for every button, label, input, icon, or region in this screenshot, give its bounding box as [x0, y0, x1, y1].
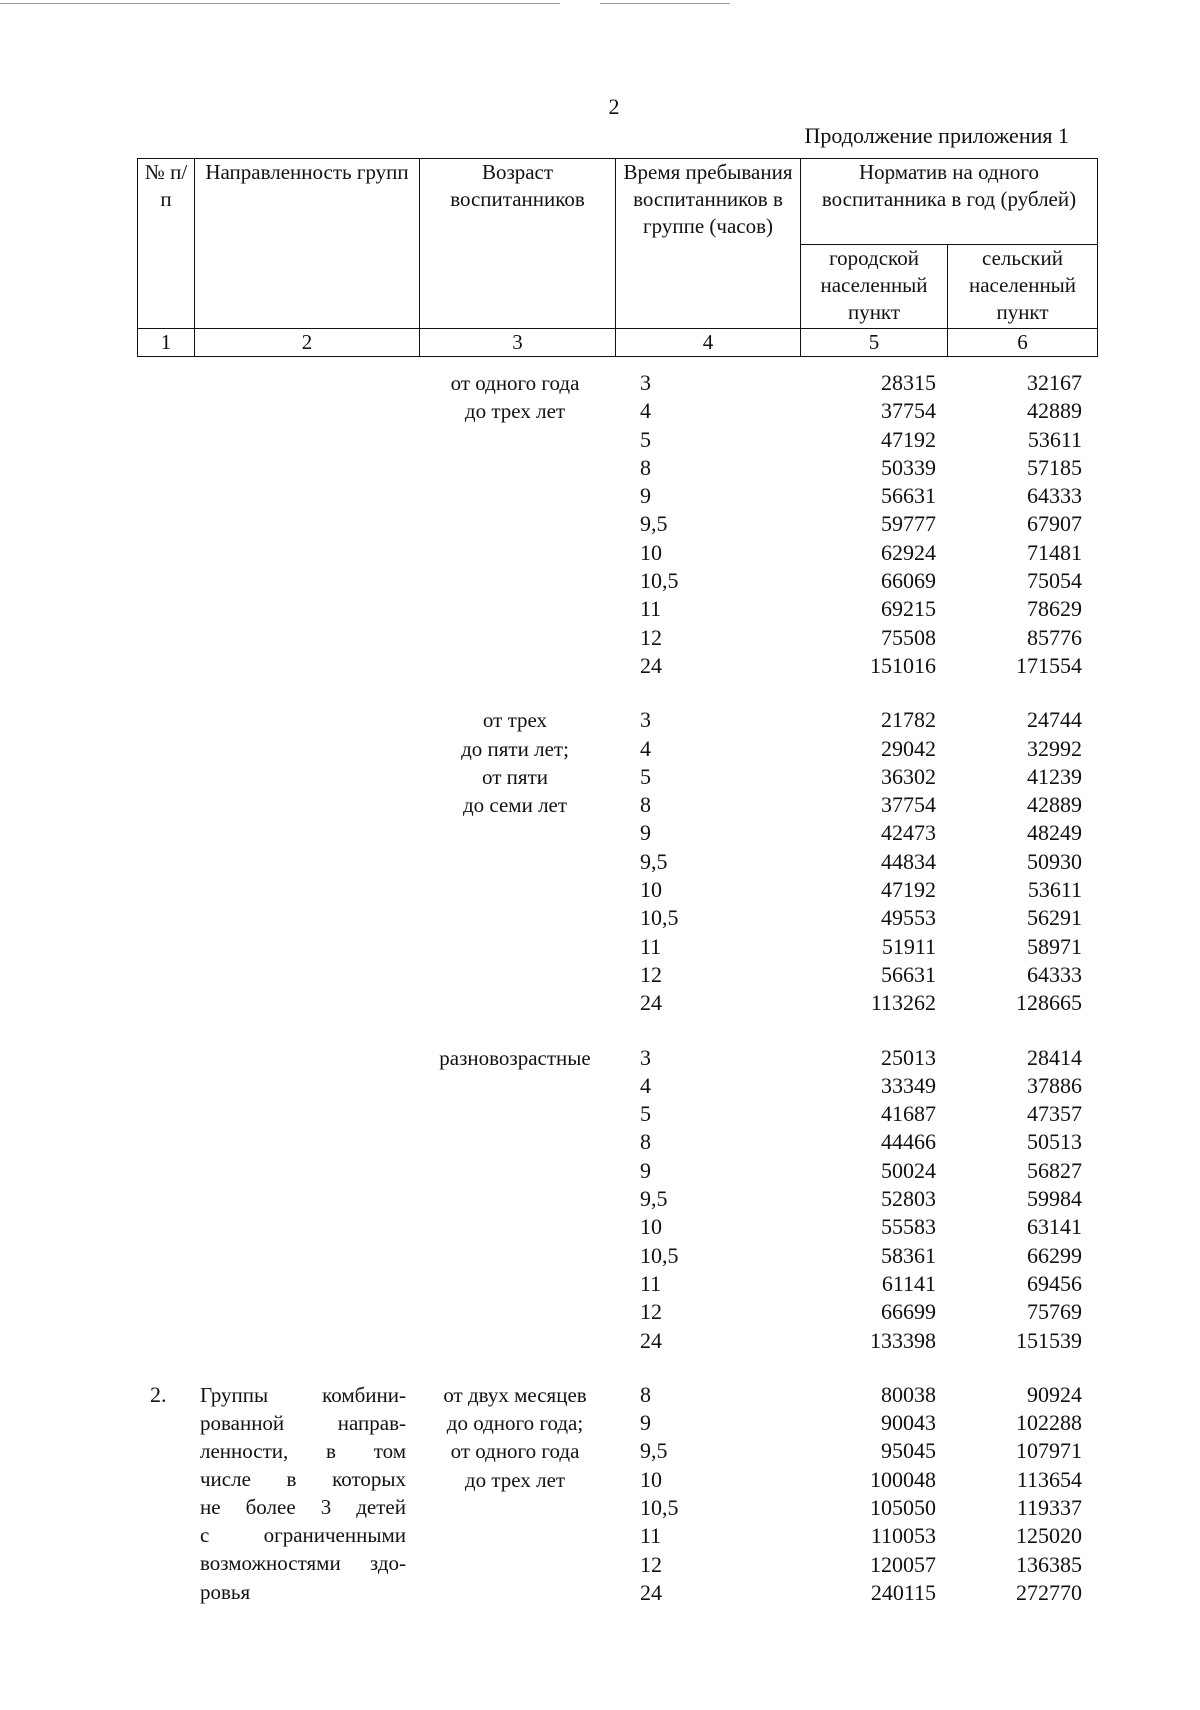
- urban-cell: 80038: [881, 1381, 936, 1407]
- urban-cell: 29042: [881, 735, 936, 761]
- urban-cell: 59777: [881, 511, 936, 537]
- urban-cell: 151016: [870, 652, 936, 678]
- hours-cell: 5: [640, 1101, 651, 1127]
- table-row: [0, 848, 1200, 876]
- table-row: [0, 652, 1200, 680]
- table-row: [0, 819, 1200, 847]
- table-row: [0, 1213, 1200, 1241]
- hours-cell: 8: [640, 792, 651, 818]
- hours-cell: 5: [640, 763, 651, 789]
- hours-cell: 10: [640, 877, 662, 903]
- rural-cell: 59984: [1027, 1186, 1082, 1212]
- table-block: [0, 1044, 1200, 1355]
- hours-cell: 9: [640, 820, 651, 846]
- urban-cell: 55583: [881, 1214, 936, 1240]
- hours-cell: 10,5: [640, 1242, 679, 1268]
- age-line: до пяти лет;: [461, 736, 569, 761]
- urban-cell: 42473: [881, 820, 936, 846]
- table-block: [0, 1381, 1200, 1607]
- age-line: от двух месяцев: [443, 1382, 587, 1407]
- hours-cell: 12: [640, 961, 662, 987]
- age-line: от трех: [482, 708, 548, 733]
- urban-cell: 44834: [881, 848, 936, 874]
- urban-cell: 240115: [870, 1579, 936, 1605]
- age-line: от пяти: [482, 764, 548, 789]
- rural-cell: 32992: [1027, 735, 1082, 761]
- header-no: № п/п: [138, 159, 195, 329]
- table-row: [0, 989, 1200, 1017]
- row-number: 2.: [150, 1381, 167, 1407]
- table-row: [0, 1128, 1200, 1156]
- rural-cell: 66299: [1027, 1242, 1082, 1268]
- table-row: [0, 1298, 1200, 1326]
- direction-line: рованной направ-: [200, 1410, 406, 1435]
- urban-cell: 37754: [881, 398, 936, 424]
- rural-cell: 85776: [1027, 624, 1082, 650]
- hours-cell: 3: [640, 370, 651, 395]
- hours-cell: 11: [640, 1523, 662, 1549]
- table-row: [0, 1242, 1200, 1270]
- hours-cell: 10,5: [640, 568, 679, 594]
- table-header: [137, 158, 1098, 357]
- urban-cell: 110053: [870, 1523, 936, 1549]
- table-row: [0, 1327, 1200, 1355]
- urban-cell: 90043: [881, 1410, 936, 1436]
- rural-cell: 32167: [1027, 370, 1082, 395]
- age-line: разновозрастные: [439, 1045, 591, 1070]
- direction-line: ровья: [200, 1579, 251, 1604]
- urban-cell: 69215: [881, 596, 936, 622]
- header-urban: городской населенный пункт: [801, 245, 948, 329]
- urban-cell: 52803: [881, 1186, 936, 1212]
- table-row: [0, 624, 1200, 652]
- hours-cell: 10: [640, 539, 662, 565]
- rural-cell: 69456: [1027, 1270, 1082, 1296]
- direction-line: Группы комбини-: [200, 1382, 406, 1407]
- table-row: [0, 763, 1200, 791]
- rural-cell: 50513: [1027, 1129, 1082, 1155]
- rural-cell: 75769: [1027, 1299, 1082, 1325]
- rural-cell: 64333: [1027, 483, 1082, 509]
- table-row: [0, 1494, 1200, 1522]
- hours-cell: 8: [640, 1129, 651, 1155]
- age-line: до трех лет: [464, 1467, 566, 1492]
- hours-cell: 4: [640, 1072, 651, 1098]
- urban-cell: 50024: [881, 1157, 936, 1183]
- hours-cell: 12: [640, 1299, 662, 1325]
- rural-cell: 58971: [1027, 933, 1082, 959]
- urban-cell: 113262: [870, 990, 936, 1016]
- header-index-1: 1: [138, 329, 195, 357]
- hours-cell: 12: [640, 1551, 662, 1577]
- hours-cell: 9,5: [640, 848, 668, 874]
- hours-cell: 8: [640, 1381, 651, 1407]
- hours-cell: 24: [640, 1579, 662, 1605]
- table-row: [0, 933, 1200, 961]
- rural-cell: 128665: [1016, 990, 1082, 1016]
- urban-cell: 100048: [870, 1466, 936, 1492]
- table-row: [0, 961, 1200, 989]
- hours-cell: 10: [640, 1214, 662, 1240]
- urban-cell: 66069: [881, 568, 936, 594]
- header-age: Возраст воспитанников: [420, 159, 616, 329]
- hours-cell: 9: [640, 1410, 651, 1436]
- table-row: [0, 510, 1200, 538]
- urban-cell: 58361: [881, 1242, 936, 1268]
- header-time: Время пребывания воспитанников в группе (часов): [616, 159, 801, 329]
- hours-cell: 11: [640, 933, 662, 959]
- urban-cell: 21782: [881, 707, 936, 733]
- rural-cell: 102288: [1016, 1410, 1082, 1436]
- header-index-2: 2: [195, 329, 420, 357]
- urban-cell: 36302: [881, 763, 936, 789]
- urban-cell: 95045: [881, 1438, 936, 1464]
- age-line: от одного года: [450, 1439, 580, 1464]
- rural-cell: 48249: [1027, 820, 1082, 846]
- urban-cell: 56631: [881, 483, 936, 509]
- urban-cell: 50339: [881, 454, 936, 480]
- hours-cell: 4: [640, 735, 651, 761]
- rural-cell: 78629: [1027, 596, 1082, 622]
- urban-cell: 56631: [881, 961, 936, 987]
- header-index-6: 6: [948, 329, 1098, 357]
- table-row: [0, 567, 1200, 595]
- table-row: [0, 1579, 1200, 1607]
- table-row: [0, 1100, 1200, 1128]
- table-row: [0, 1409, 1200, 1437]
- hours-cell: 8: [640, 454, 651, 480]
- table-row: [0, 397, 1200, 425]
- table-row: [0, 876, 1200, 904]
- table-row: [0, 1072, 1200, 1100]
- header-direction: Направленность групп: [195, 159, 420, 329]
- header-index-4: 4: [616, 329, 801, 357]
- direction-line: не более 3 детей: [200, 1495, 406, 1520]
- header-rural: сельский населенный пункт: [948, 245, 1098, 329]
- table-row: [0, 482, 1200, 510]
- urban-cell: 41687: [881, 1101, 936, 1127]
- hours-cell: 10,5: [640, 905, 679, 931]
- header-norm: Норматив на одного воспитанника в год (рублей): [801, 159, 1098, 245]
- rural-cell: 37886: [1027, 1072, 1082, 1098]
- hours-cell: 5: [640, 426, 651, 452]
- table-row: [0, 1466, 1200, 1494]
- table-row: [0, 426, 1200, 454]
- rural-cell: 125020: [1016, 1523, 1082, 1549]
- urban-cell: 47192: [881, 426, 936, 452]
- rural-cell: 47357: [1027, 1101, 1082, 1127]
- table-row: [0, 1381, 1200, 1409]
- table-row: [0, 735, 1200, 763]
- urban-cell: 75508: [881, 624, 936, 650]
- continuation-label: Продолжение приложения 1: [804, 123, 1069, 148]
- direction-line: ленности, в том: [200, 1439, 406, 1464]
- rural-cell: 71481: [1027, 539, 1082, 565]
- urban-cell: 47192: [881, 877, 936, 903]
- age-line: до одного года;: [446, 1411, 584, 1436]
- hours-cell: 3: [640, 707, 651, 733]
- table-row: [0, 454, 1200, 482]
- hours-cell: 10,5: [640, 1495, 679, 1521]
- rural-cell: 57185: [1027, 454, 1082, 480]
- urban-cell: 25013: [881, 1044, 936, 1070]
- rural-cell: 119337: [1016, 1495, 1082, 1521]
- urban-cell: 61141: [881, 1270, 936, 1296]
- direction-line: числе в которых: [200, 1467, 406, 1492]
- rural-cell: 272770: [1016, 1579, 1082, 1605]
- rural-cell: 56291: [1027, 905, 1082, 931]
- table-row: [0, 539, 1200, 567]
- rural-cell: 90924: [1027, 1381, 1082, 1407]
- hours-cell: 9: [640, 483, 651, 509]
- direction-line: возможностями здо-: [200, 1551, 406, 1576]
- rural-cell: 171554: [1016, 652, 1082, 678]
- rural-cell: 64333: [1027, 961, 1082, 987]
- rural-cell: 28414: [1027, 1044, 1082, 1070]
- hours-cell: 9,5: [640, 1438, 668, 1464]
- rural-cell: 107971: [1016, 1438, 1082, 1464]
- rural-cell: 136385: [1016, 1551, 1082, 1577]
- age-line: до семи лет: [462, 793, 568, 818]
- rural-cell: 24744: [1027, 707, 1082, 733]
- table-row: [0, 1270, 1200, 1298]
- hours-cell: 11: [640, 1270, 662, 1296]
- table-block: [0, 369, 1200, 680]
- hours-cell: 24: [640, 652, 662, 678]
- table-row: [0, 1437, 1200, 1465]
- table-row: [0, 904, 1200, 932]
- table-row: [0, 369, 1200, 397]
- hours-cell: 4: [640, 398, 651, 424]
- header-index-5: 5: [801, 329, 948, 357]
- urban-cell: 28315: [881, 370, 936, 395]
- urban-cell: 51911: [881, 933, 936, 959]
- hours-cell: 9,5: [640, 511, 668, 537]
- hours-cell: 12: [640, 624, 662, 650]
- table-row: [0, 706, 1200, 734]
- table-row: [0, 1044, 1200, 1072]
- hours-cell: 9,5: [640, 1186, 668, 1212]
- urban-cell: 66699: [881, 1299, 936, 1325]
- rural-cell: 67907: [1027, 511, 1082, 537]
- hours-cell: 24: [640, 990, 662, 1016]
- urban-cell: 62924: [881, 539, 936, 565]
- table-row: [0, 1185, 1200, 1213]
- urban-cell: 37754: [881, 792, 936, 818]
- urban-cell: 44466: [881, 1129, 936, 1155]
- rural-cell: 151539: [1016, 1327, 1082, 1353]
- urban-cell: 105050: [870, 1495, 936, 1521]
- age-line: до трех лет: [464, 399, 566, 424]
- scan-edge-line: [600, 3, 730, 4]
- rural-cell: 75054: [1027, 568, 1082, 594]
- table-row: [0, 1551, 1200, 1579]
- hours-cell: 10: [640, 1466, 662, 1492]
- direction-line: с ограниченными: [200, 1523, 406, 1548]
- rural-cell: 53611: [1027, 426, 1082, 452]
- rural-cell: 42889: [1027, 792, 1082, 818]
- rural-cell: 41239: [1027, 763, 1082, 789]
- header-index-3: 3: [420, 329, 616, 357]
- age-line: от одного года: [450, 371, 580, 395]
- table-row: [0, 595, 1200, 623]
- hours-cell: 24: [640, 1327, 662, 1353]
- rural-cell: 53611: [1027, 877, 1082, 903]
- table-row: [0, 1522, 1200, 1550]
- urban-cell: 49553: [881, 905, 936, 931]
- table-row: [0, 1157, 1200, 1185]
- hours-cell: 3: [640, 1044, 651, 1070]
- hours-cell: 11: [640, 596, 662, 622]
- rural-cell: 56827: [1027, 1157, 1082, 1183]
- hours-cell: 9: [640, 1157, 651, 1183]
- table-body: [0, 369, 1200, 1607]
- rural-cell: 113654: [1016, 1466, 1082, 1492]
- table-block: [0, 706, 1200, 1017]
- scan-edge-line: [0, 3, 560, 4]
- table-row: [0, 791, 1200, 819]
- rural-cell: 63141: [1027, 1214, 1082, 1240]
- urban-cell: 133398: [870, 1327, 936, 1353]
- rural-cell: 42889: [1027, 398, 1082, 424]
- urban-cell: 33349: [881, 1072, 936, 1098]
- rural-cell: 50930: [1027, 848, 1082, 874]
- page-number: 2: [608, 94, 620, 119]
- urban-cell: 120057: [870, 1551, 936, 1577]
